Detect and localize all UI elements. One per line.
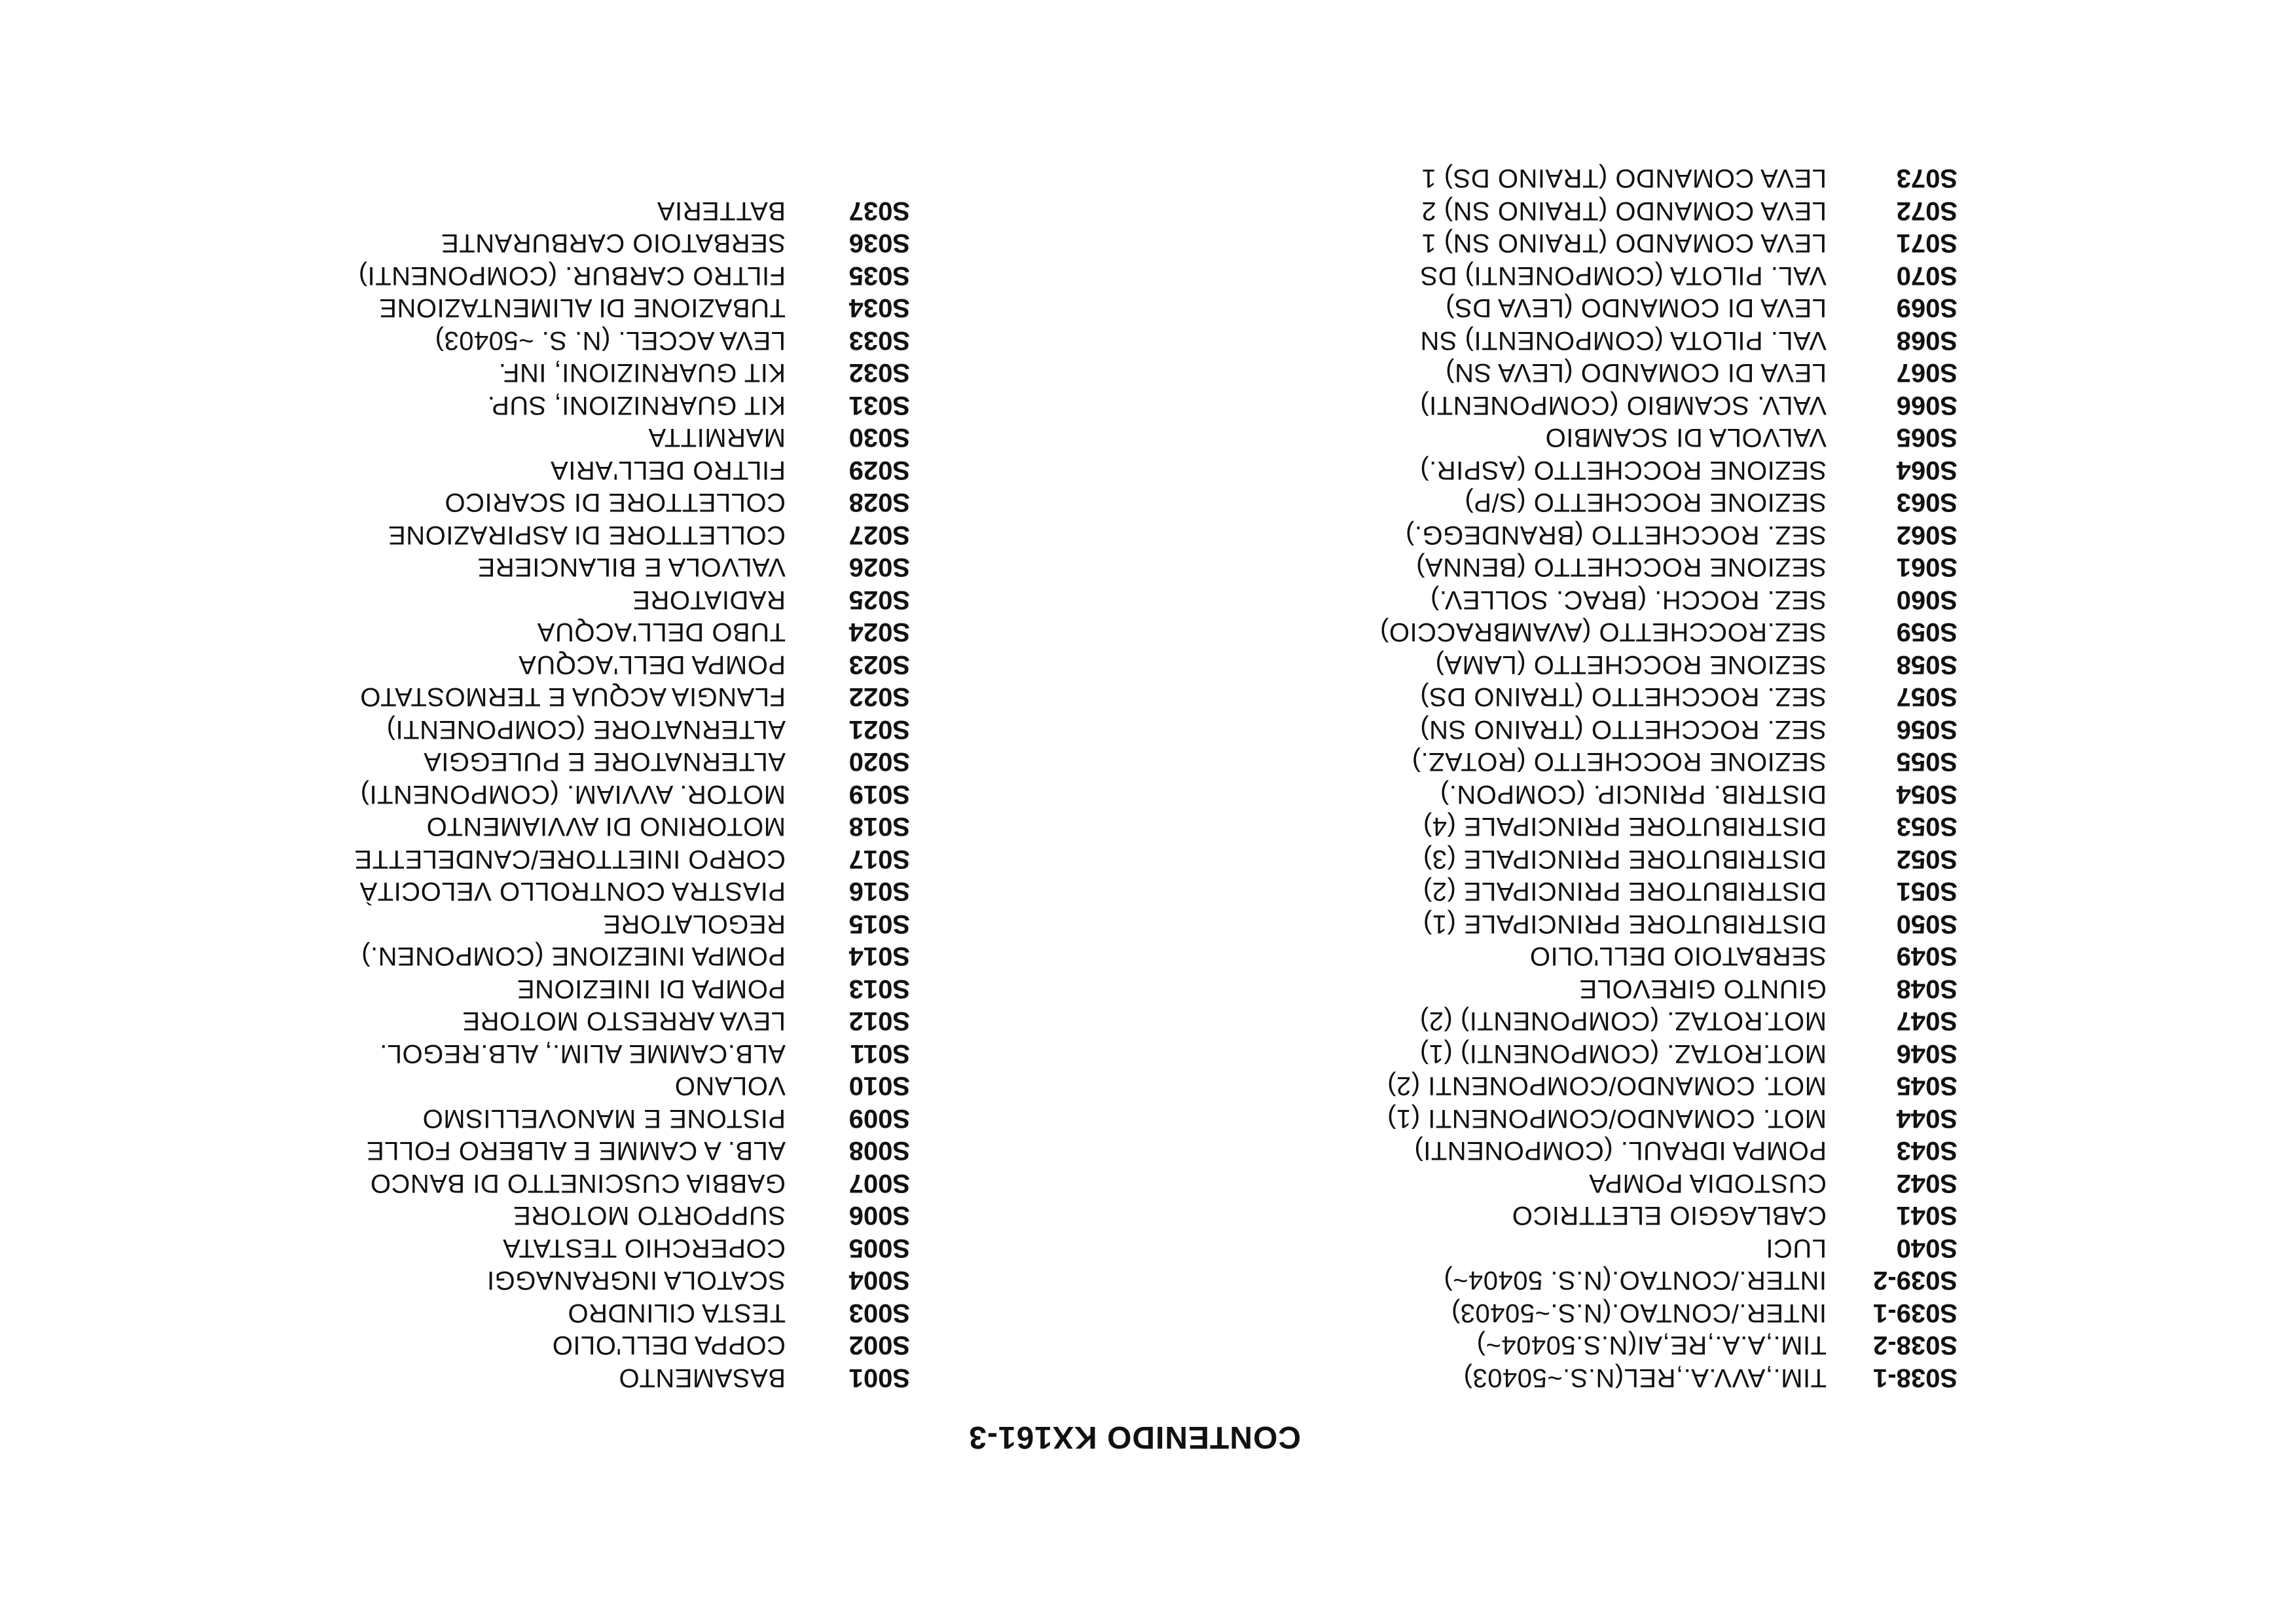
list-item xyxy=(1380,680,1958,713)
section-code: S038-2 xyxy=(1873,1331,1958,1360)
section-label: ALB.CAMME ALIM., ALB.REGOL. xyxy=(379,1039,786,1068)
list-item xyxy=(1380,616,1958,648)
section-label: COLLETTORE DI SCARICO xyxy=(445,488,786,517)
list-item xyxy=(1380,875,1958,908)
list-item xyxy=(354,745,910,778)
section-code: S044 xyxy=(1896,1104,1958,1133)
section-label: SCATOLA INGRANAGGI xyxy=(486,1266,786,1295)
section-code: S017 xyxy=(848,845,910,874)
section-label: BATTERIA xyxy=(657,196,786,225)
section-code: S073 xyxy=(1896,164,1958,193)
section-code: S032 xyxy=(848,358,910,388)
section-code: S007 xyxy=(848,1169,910,1198)
section-label: COPERCHIO TESTATA xyxy=(502,1234,786,1263)
section-code: S023 xyxy=(848,650,910,679)
section-label: CORPO INIETTORE/CANDELETTE xyxy=(354,845,786,874)
list-item xyxy=(354,1297,910,1329)
section-code: S051 xyxy=(1896,877,1958,906)
section-code: S002 xyxy=(848,1331,910,1360)
section-code: S057 xyxy=(1896,682,1958,712)
list-item xyxy=(1380,162,1958,194)
section-code: S052 xyxy=(1896,845,1958,874)
section-label: DISTRIB. PRINCIP. (COMPON.) xyxy=(1440,780,1827,809)
section-code: S064 xyxy=(1896,456,1958,485)
section-code: S056 xyxy=(1896,715,1958,744)
page-title: CONTENIDO KX161-3 xyxy=(968,1420,1301,1454)
section-label: BASAMENTO xyxy=(619,1363,786,1392)
section-label: SEZIONE ROCCHETTO (ASPIR.) xyxy=(1419,456,1827,485)
list-item xyxy=(354,583,910,616)
list-item xyxy=(1380,1134,1958,1167)
section-label: VALVOLA E BILANCIERE xyxy=(477,553,786,582)
section-code: S006 xyxy=(848,1201,910,1230)
section-label: VAL. PILOTA (COMPONENTI) SN xyxy=(1420,326,1827,355)
section-code: S039-2 xyxy=(1873,1266,1958,1295)
section-label: DISTRIBUTORE PRINCIPALE (1) xyxy=(1423,910,1827,938)
section-label: POMPA INIEZIONE (COMPONEN.) xyxy=(361,942,786,971)
list-item xyxy=(354,259,910,292)
section-label: TIM.,AVV.A.,REL(N.S.~50403) xyxy=(1463,1363,1827,1392)
list-item xyxy=(1380,1199,1958,1232)
list-item xyxy=(1380,1264,1958,1297)
list-item xyxy=(354,1232,910,1264)
list-item xyxy=(1380,194,1958,227)
section-label: SEZIONE ROCCHETTO (S/P) xyxy=(1464,488,1827,517)
list-item xyxy=(354,421,910,454)
section-code: S021 xyxy=(848,715,910,744)
list-item xyxy=(1380,1102,1958,1135)
section-code: S020 xyxy=(848,747,910,777)
section-code: S059 xyxy=(1896,618,1958,647)
section-label: TUBO DELL'ACQUA xyxy=(537,618,786,647)
list-item xyxy=(1380,1167,1958,1200)
section-code: S037 xyxy=(848,196,910,225)
section-label: DISTRIBUTORE PRINCIPALE (3) xyxy=(1423,845,1827,874)
section-code: S066 xyxy=(1896,391,1958,420)
section-label: LEVA ACCEL. (N. S. ~50403) xyxy=(435,326,786,355)
list-item xyxy=(1380,259,1958,292)
section-code: S072 xyxy=(1896,196,1958,225)
section-code: S071 xyxy=(1896,229,1958,258)
section-code: S033 xyxy=(848,326,910,355)
section-label: REGOLATORE xyxy=(602,910,786,938)
list-item xyxy=(354,940,910,972)
section-code: S005 xyxy=(848,1234,910,1263)
section-code: S058 xyxy=(1896,650,1958,679)
section-label: PIASTRA CONTROLLO VELOCITÀ xyxy=(359,877,786,906)
section-code: S028 xyxy=(848,488,910,517)
section-label: ALB. A CAMME E ALBERO FOLLE xyxy=(366,1136,786,1166)
section-label: CUSTODIA POMPA xyxy=(1588,1169,1827,1198)
section-label: SEZ. ROCCH. (BRAC. SOLLEV.) xyxy=(1430,585,1827,614)
list-item xyxy=(354,1005,910,1037)
section-code: S070 xyxy=(1896,261,1958,290)
section-label: DISTRIBUTORE PRINCIPALE (2) xyxy=(1423,877,1827,906)
list-item xyxy=(354,972,910,1005)
section-label: TIM.,A.A.,RE,AI(N.S.50404~) xyxy=(1476,1331,1827,1360)
list-item xyxy=(354,551,910,583)
list-item xyxy=(354,1361,910,1394)
section-label: SEZIONE ROCCHETTO (BENNA) xyxy=(1415,553,1827,582)
section-label: RADIATORE xyxy=(632,585,786,614)
list-item xyxy=(1380,1297,1958,1329)
section-label: SEZ.ROCCHETTO (AVAMBRACCIO) xyxy=(1379,618,1827,647)
section-label: MOT.ROTAZ. (COMPONENTI) (2) xyxy=(1419,1006,1827,1036)
list-item xyxy=(354,843,910,876)
section-label: FILTRO CARBUR. (COMPONENTI) xyxy=(358,261,786,290)
list-item xyxy=(1380,1069,1958,1102)
section-code: S035 xyxy=(848,261,910,290)
list-item xyxy=(354,389,910,422)
section-label: MOTOR. AVVIAM. (COMPONENTI) xyxy=(360,780,786,809)
section-code: S012 xyxy=(848,1006,910,1036)
section-label: VALV. SCAMBIO (COMPONENTI) xyxy=(1419,391,1827,420)
section-code: S045 xyxy=(1896,1071,1958,1101)
list-item xyxy=(1380,421,1958,454)
section-label: TUBAZIONE DI ALIMENTAZIONE xyxy=(378,293,786,323)
section-code: S069 xyxy=(1896,293,1958,323)
list-item xyxy=(354,1264,910,1297)
section-label: LEVA ARRESTO MOTORE xyxy=(462,1006,786,1036)
section-code: S065 xyxy=(1896,423,1958,452)
section-code: S047 xyxy=(1896,1006,1958,1036)
list-item xyxy=(354,908,910,940)
section-label: LEVA COMANDO (TRAINO SN) 2 xyxy=(1421,196,1827,225)
section-code: S013 xyxy=(848,974,910,1003)
section-label: SEZ. ROCCHETTO (TRAINO DS) xyxy=(1419,682,1827,712)
section-label: VAL. PILOTA (COMPONENTI) DS xyxy=(1420,261,1827,290)
section-label: FILTRO DELL'ARIA xyxy=(550,456,786,485)
section-code: S041 xyxy=(1896,1201,1958,1230)
section-code: S018 xyxy=(848,812,910,841)
section-code: S015 xyxy=(848,910,910,938)
section-label: GABBIA CUSCINETTO DI BANCO xyxy=(370,1169,786,1198)
section-label: SUPPORTO MOTORE xyxy=(513,1201,786,1230)
section-label: LEVA DI COMANDO (LEVA SN) xyxy=(1445,358,1827,388)
list-item xyxy=(1380,1005,1958,1037)
list-item xyxy=(354,810,910,843)
list-item xyxy=(1380,778,1958,811)
list-item xyxy=(354,875,910,908)
section-label: LEVA COMANDO (TRAINO SN) 1 xyxy=(1421,229,1827,258)
section-label: SEZIONE ROCCHETTO (ROTAZ.) xyxy=(1412,747,1827,777)
section-label: MARMITTA xyxy=(648,423,786,452)
list-item xyxy=(1380,1361,1958,1394)
section-code: S049 xyxy=(1896,942,1958,971)
section-label: DISTRIBUTORE PRINCIPALE (4) xyxy=(1423,812,1827,841)
list-item xyxy=(354,519,910,551)
section-label: ALTERNATORE E PULEGGIA xyxy=(423,747,786,777)
section-label: MOT. COMANDO/COMPONENTI (1) xyxy=(1387,1104,1827,1133)
section-label: TESTA CILINDRO xyxy=(568,1299,786,1327)
contents-list-left xyxy=(354,194,910,1394)
list-item xyxy=(1380,356,1958,389)
section-code: S043 xyxy=(1896,1136,1958,1166)
section-code: S026 xyxy=(848,553,910,582)
section-code: S019 xyxy=(848,780,910,809)
section-code: S036 xyxy=(848,229,910,258)
section-label: GIUNTO GIREVOLE xyxy=(1579,974,1827,1003)
section-code: S061 xyxy=(1896,553,1958,582)
section-code: S046 xyxy=(1896,1039,1958,1068)
section-label: LEVA DI COMANDO (LEVA DS) xyxy=(1445,293,1827,323)
section-code: S027 xyxy=(848,521,910,549)
section-code: S034 xyxy=(848,293,910,323)
section-label: COPPA DELL'OLIO xyxy=(552,1331,786,1360)
section-code: S022 xyxy=(848,682,910,712)
section-code: S025 xyxy=(848,585,910,614)
section-label: SERBATOIO DELL'OLIO xyxy=(1529,942,1827,971)
section-label: SEZ. ROCCHETTO (TRAINO SN) xyxy=(1419,715,1827,744)
section-code: S014 xyxy=(848,942,910,971)
section-label: POMPA IDRAUL. (COMPONENTI) xyxy=(1413,1136,1827,1166)
section-label: INTER./CONTAO.(N.S.~50403) xyxy=(1451,1299,1827,1327)
section-code: S030 xyxy=(848,423,910,452)
list-item xyxy=(1380,908,1958,940)
list-item xyxy=(1380,389,1958,422)
list-item xyxy=(1380,1037,1958,1070)
section-label: FLANGIA ACQUA E TERMOSTATO xyxy=(359,682,786,712)
list-item xyxy=(1380,972,1958,1005)
list-item xyxy=(354,1199,910,1232)
section-code: S024 xyxy=(848,618,910,647)
list-item xyxy=(354,356,910,389)
section-code: S040 xyxy=(1896,1234,1958,1263)
section-code: S029 xyxy=(848,456,910,485)
list-item xyxy=(354,648,910,681)
section-label: POMPA DELL'ACQUA xyxy=(518,650,786,679)
list-item xyxy=(1380,486,1958,519)
section-label: KIT GUARNIZIONI, INF. xyxy=(498,358,786,388)
section-label: INTER./CONTAO.(N.S. 50404~) xyxy=(1443,1266,1827,1295)
list-item xyxy=(354,324,910,357)
section-code: S048 xyxy=(1896,974,1958,1003)
list-item xyxy=(354,486,910,519)
section-code: S004 xyxy=(848,1266,910,1295)
section-label: LEVA COMANDO (TRAINO DS) 1 xyxy=(1421,164,1827,193)
section-label: CABLAGGIO ELETTRICO xyxy=(1512,1201,1827,1230)
section-label: SERBATOIO CARBURANTE xyxy=(441,229,786,258)
section-code: S063 xyxy=(1896,488,1958,517)
list-item xyxy=(354,1069,910,1102)
section-code: S011 xyxy=(850,1039,910,1068)
section-code: S038-1 xyxy=(1873,1363,1958,1392)
section-label: PISTONE E MANOVELLISMO xyxy=(422,1104,786,1133)
list-item xyxy=(354,1167,910,1200)
list-item xyxy=(354,1329,910,1361)
list-item xyxy=(1380,454,1958,487)
section-label: MOTORINO DI AVVIAMENTO xyxy=(426,812,786,841)
section-label: ALTERNATORE (COMPONENTI) xyxy=(386,715,786,744)
list-item xyxy=(1380,583,1958,616)
section-code: S060 xyxy=(1896,585,1958,614)
section-label: VOLANO xyxy=(674,1071,786,1101)
list-item xyxy=(1380,324,1958,357)
list-item xyxy=(1380,291,1958,324)
section-code: S039-1 xyxy=(1873,1299,1958,1327)
list-item xyxy=(1380,227,1958,259)
section-label: POMPA DI INIEZIONE xyxy=(517,974,786,1003)
list-item xyxy=(354,1134,910,1167)
section-code: S055 xyxy=(1896,747,1958,777)
contents-list-right xyxy=(1380,162,1958,1393)
section-code: S010 xyxy=(848,1071,910,1101)
section-code: S009 xyxy=(848,1104,910,1133)
list-item xyxy=(354,778,910,811)
section-label: LUCI xyxy=(1765,1234,1827,1263)
list-item xyxy=(1380,648,1958,681)
section-code: S062 xyxy=(1896,521,1958,549)
section-code: S042 xyxy=(1896,1169,1958,1198)
section-label: MOT.ROTAZ. (COMPONENTI) (1) xyxy=(1419,1039,1827,1068)
list-item xyxy=(1380,843,1958,876)
list-item xyxy=(354,713,910,746)
list-item xyxy=(1380,810,1958,843)
list-item xyxy=(1380,519,1958,551)
section-code: S054 xyxy=(1896,780,1958,809)
section-code: S067 xyxy=(1896,358,1958,388)
list-item xyxy=(1380,1329,1958,1361)
list-item xyxy=(1380,551,1958,583)
section-label: VALVOLA DI SCAMBIO xyxy=(1545,423,1827,452)
list-item xyxy=(354,1102,910,1135)
list-item xyxy=(1380,1232,1958,1264)
section-code: S016 xyxy=(848,877,910,906)
list-item xyxy=(1380,940,1958,972)
list-item xyxy=(354,616,910,648)
section-label: MOT. COMANDO/COMPONENTI (2) xyxy=(1387,1071,1827,1101)
section-code: S053 xyxy=(1896,812,1958,841)
section-label: KIT GUARNIZIONI, SUP. xyxy=(487,391,786,420)
section-label: SEZIONE ROCCHETTO (LAMA) xyxy=(1435,650,1827,679)
section-code: S001 xyxy=(848,1363,910,1392)
list-item xyxy=(354,291,910,324)
list-item xyxy=(354,1037,910,1070)
list-item xyxy=(354,680,910,713)
section-label: COLLETTORE DI ASPIRAZIONE xyxy=(388,521,786,549)
section-code: S031 xyxy=(848,391,910,420)
list-item xyxy=(354,454,910,487)
section-label: SEZ. ROCCHETTO (BRANDEGG.) xyxy=(1405,521,1827,549)
section-code: S068 xyxy=(1896,326,1958,355)
section-code: S003 xyxy=(848,1299,910,1327)
section-code: S008 xyxy=(848,1136,910,1166)
section-code: S050 xyxy=(1896,910,1958,938)
list-item xyxy=(1380,713,1958,746)
list-item xyxy=(1380,745,1958,778)
list-item xyxy=(354,227,910,259)
list-item xyxy=(354,194,910,227)
